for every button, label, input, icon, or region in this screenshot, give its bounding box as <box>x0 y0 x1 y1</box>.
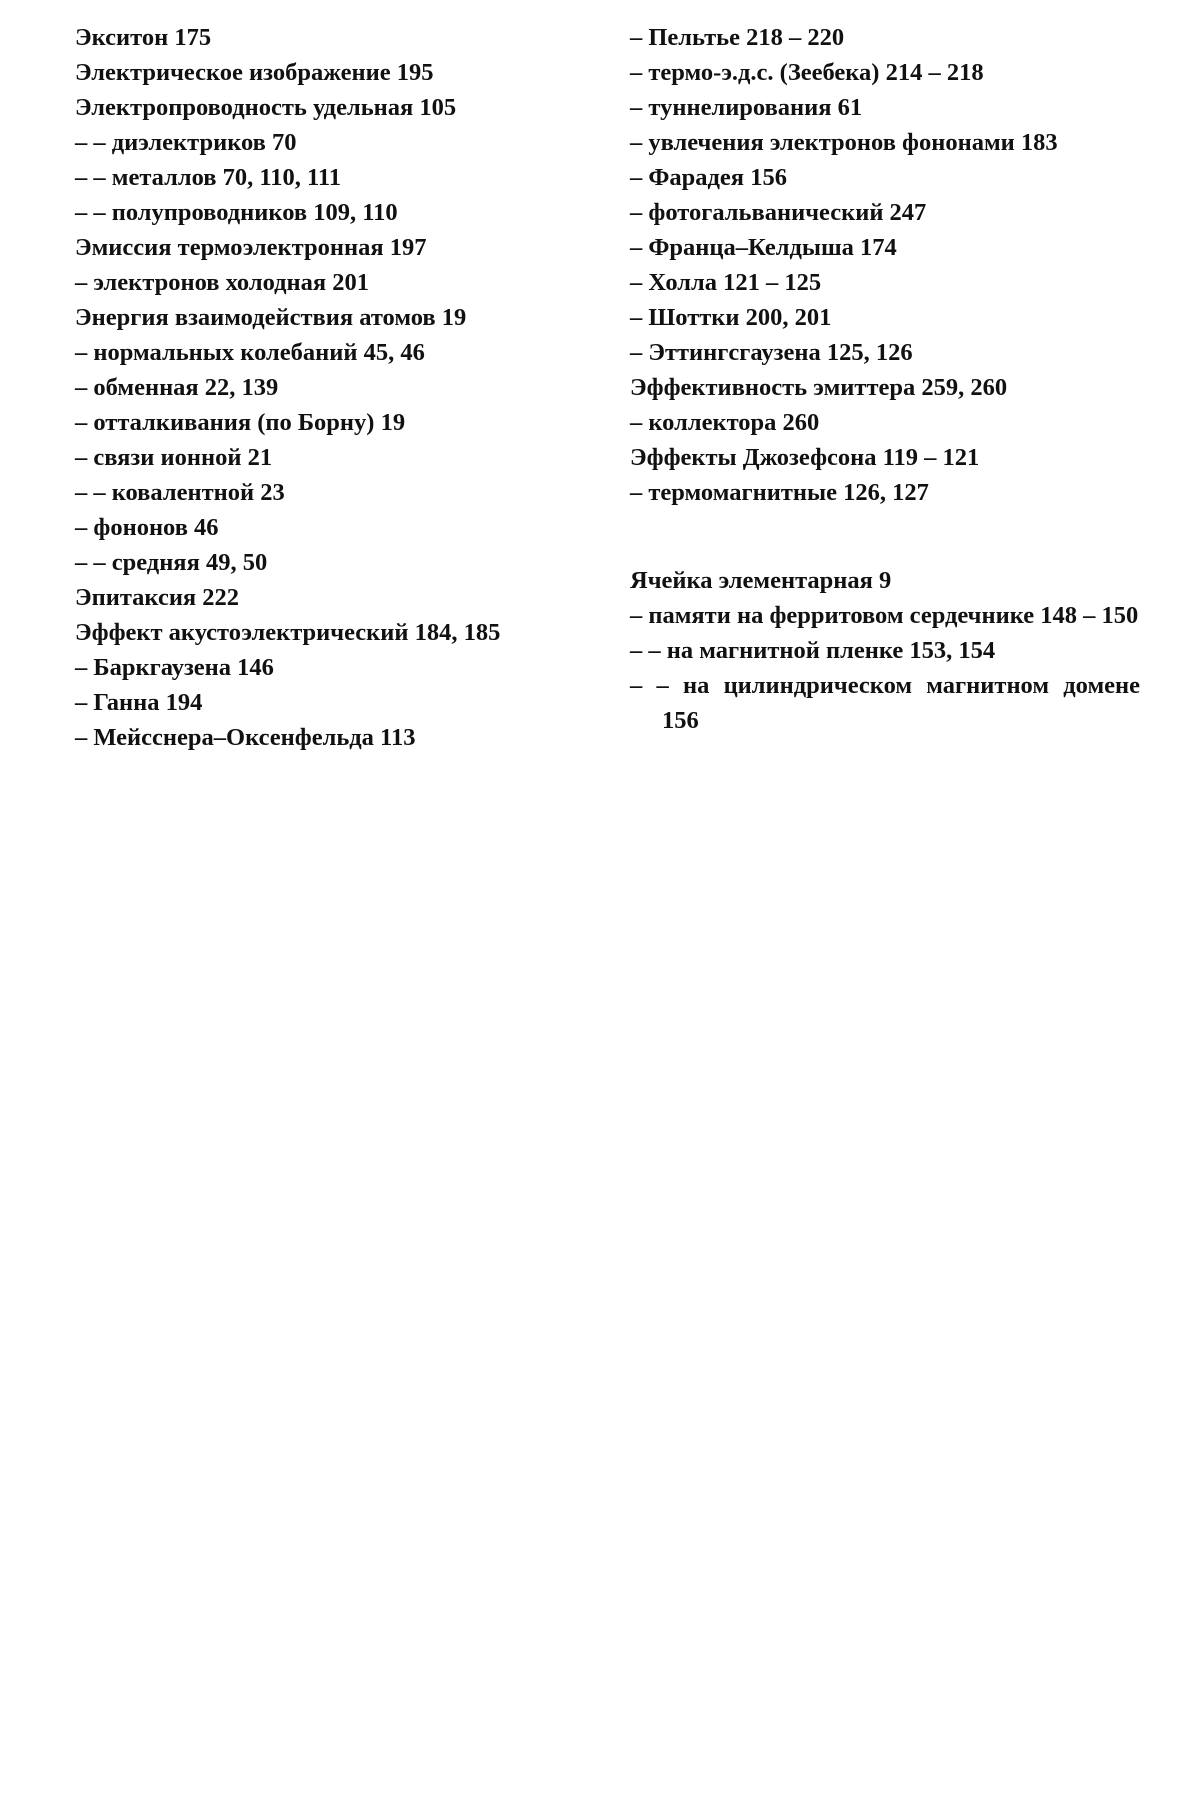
index-entry: – электронов холодная 201 <box>75 269 369 296</box>
index-entry: Ячейка элементарная 9 <box>630 567 892 594</box>
index-entry: – Мейсснера–Оксенфельда 113 <box>75 724 416 751</box>
index-entry: – отталкивания (по Борну) 19 <box>75 409 406 436</box>
index-entry: – – средняя 49, 50 <box>75 549 268 576</box>
index-entry: – – диэлектриков 70 <box>75 129 297 156</box>
index-entry: – фотогальванический 247 <box>630 199 927 226</box>
index-entry: Эмиссия термоэлектронная 197 <box>75 234 427 261</box>
index-entry: – термо-э.д.с. (Зеебека) 214 – 218 <box>630 59 984 86</box>
index-entry: – нормальных колебаний 45, 46 <box>75 339 425 366</box>
section-gap <box>630 510 1140 563</box>
index-entry: Эффективность эмиттера 259, 260 <box>630 374 1008 401</box>
index-entry: – увлечения электронов фононами 183 <box>630 129 1058 156</box>
index-entry: – Франца–Келдыша 174 <box>630 234 897 261</box>
index-entry: Эпитаксия 222 <box>75 584 240 611</box>
index-entry: – Эттингсгаузена 125, 126 <box>630 339 913 366</box>
index-entry: Электрическое изображение 195 <box>75 59 434 86</box>
index-column-left <box>75 20 575 755</box>
index-entry: – Шоттки 200, 201 <box>630 304 832 331</box>
index-entry: – – ковалентной 23 <box>75 479 285 506</box>
index-entry: – фононов 46 <box>75 514 219 541</box>
index-entry: Экситон 175 <box>75 24 212 51</box>
index-entry: – – на цилиндрическом магнитном домене 156 <box>630 672 1140 734</box>
index-entry: – Пельтье 218 – 220 <box>630 24 845 51</box>
index-entry: – Ганна 194 <box>75 689 203 716</box>
index-entry: – памяти на ферритовом сердечнике 148 – 150 <box>630 602 1139 629</box>
index-entry: – коллектора 260 <box>630 409 820 436</box>
index-entry: – – на магнитной пленке 153, 154 <box>630 637 996 664</box>
index-entry: – туннелирования 61 <box>630 94 863 121</box>
index-entry: – Баркгаузена 146 <box>75 654 274 681</box>
index-entry: Энергия взаимодействия атомов 19 <box>75 304 467 331</box>
index-entry: – Фарадея 156 <box>630 164 787 191</box>
index-entry: Электропроводность удельная 105 <box>75 94 457 121</box>
index-entry: – термомагнитные 126, 127 <box>630 479 929 506</box>
index-entry: Эффект акустоэлектрический 184, 185 <box>75 619 501 646</box>
index-entry: – связи ионной 21 <box>75 444 273 471</box>
index-entry: – – металлов 70, 110, 111 <box>75 164 342 191</box>
index-entry: – Холла 121 – 125 <box>630 269 822 296</box>
index-entry: Эффекты Джозефсона 119 – 121 <box>630 444 980 471</box>
index-entry: – обменная 22, 139 <box>75 374 279 401</box>
index-entry: – – полупроводников 109, 110 <box>75 199 398 226</box>
index-column-right <box>630 20 1140 738</box>
